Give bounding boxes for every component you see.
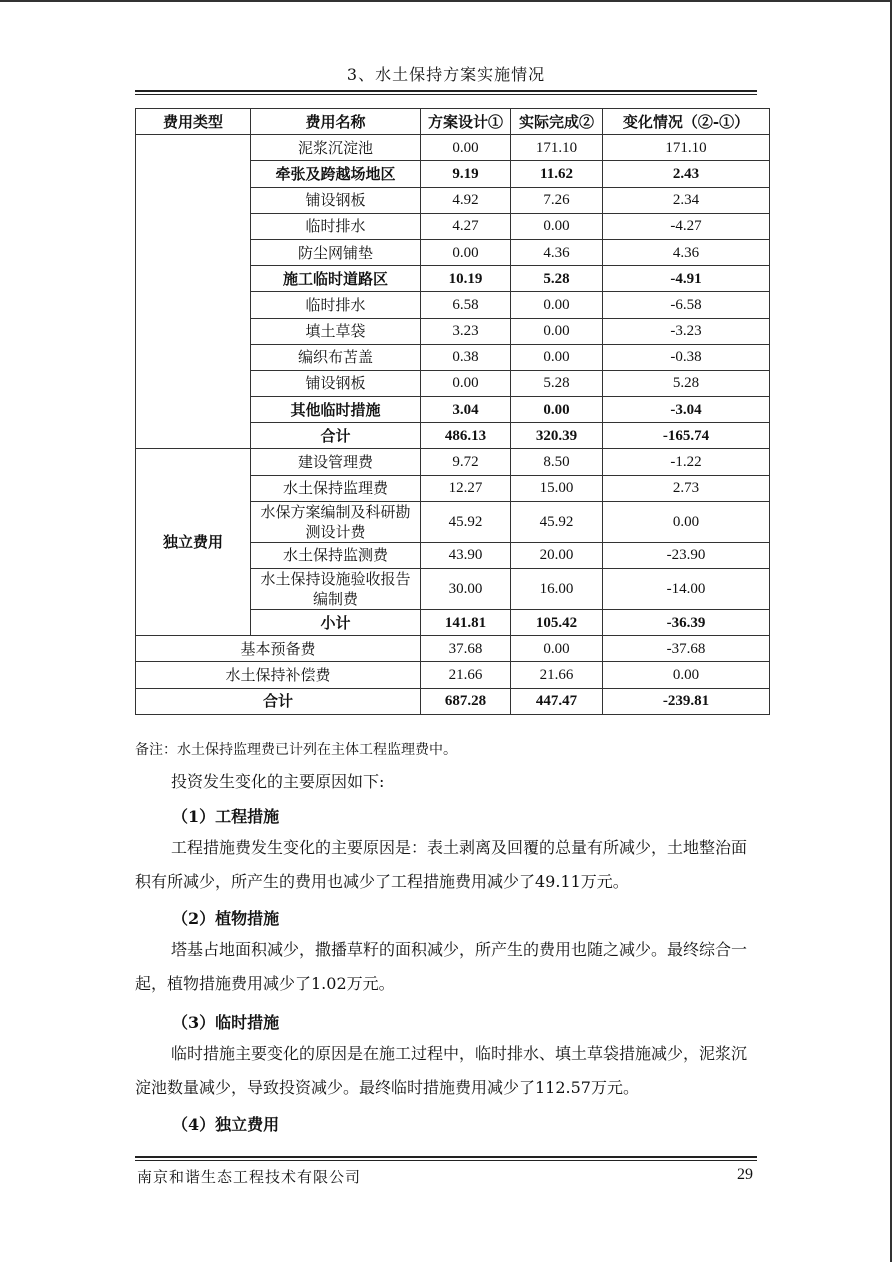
change-value-cell: -0.38 [603, 344, 770, 370]
change-value-cell: -239.81 [603, 688, 770, 714]
actual-value-cell: 0.00 [511, 213, 603, 239]
cost-name-cell: 铺设钢板 [251, 187, 421, 213]
actual-value-cell: 447.47 [511, 688, 603, 714]
section-text-engineering [135, 831, 759, 899]
section-heading-engineering: （1）工程措施 [172, 807, 280, 826]
change-value-cell: -4.27 [603, 213, 770, 239]
change-value-cell: 171.10 [603, 135, 770, 161]
change-value-cell: 2.73 [603, 475, 770, 501]
cost-name-cell: 水土保持设施验收报告编制费 [251, 569, 421, 610]
design-value-cell: 0.38 [421, 344, 511, 370]
section-text-temporary [135, 1037, 759, 1105]
intro-paragraph [135, 765, 759, 799]
section-heading-plant: （2）植物措施 [172, 909, 280, 928]
section-heading-independent: （4）独立费用 [172, 1115, 280, 1134]
footer-company: 南京和谐生态工程技术有限公司 [137, 1168, 362, 1186]
actual-value-cell: 5.28 [511, 370, 603, 396]
page-number: 29 [737, 1166, 753, 1183]
design-value-cell: 141.81 [421, 610, 511, 636]
cost-name-cell: 临时排水 [251, 292, 421, 318]
cost-comparison-table [135, 108, 770, 715]
cost-name-cell: 其他临时措施 [251, 397, 421, 423]
temporary-text: 临时措施主要变化的原因是在施工过程中，临时排水、填土草袋措施减少，泥浆沉淀池数量减少，导致投资减少。最终临时措施费用减少了112.57万元。 [135, 1044, 748, 1097]
actual-value-cell: 0.00 [511, 292, 603, 318]
table-row [136, 662, 770, 688]
intro-text: 投资发生变化的主要原因如下: [171, 772, 385, 791]
cost-name-cell: 合计 [251, 423, 421, 449]
design-value-cell: 37.68 [421, 636, 511, 662]
cost-name-cell: 水土保持监理费 [251, 475, 421, 501]
change-value-cell: -1.22 [603, 449, 770, 475]
design-value-cell: 43.90 [421, 542, 511, 568]
cost-name-cell: 基本预备费 [136, 636, 421, 662]
actual-value-cell: 21.66 [511, 662, 603, 688]
design-value-cell: 9.19 [421, 161, 511, 187]
cost-name-cell: 水土保持补偿费 [136, 662, 421, 688]
design-value-cell: 486.13 [421, 423, 511, 449]
actual-value-cell: 11.62 [511, 161, 603, 187]
design-value-cell: 30.00 [421, 569, 511, 610]
change-value-cell: 5.28 [603, 370, 770, 396]
change-value-cell: -14.00 [603, 569, 770, 610]
actual-value-cell: 15.00 [511, 475, 603, 501]
actual-value-cell: 8.50 [511, 449, 603, 475]
actual-value-cell: 0.00 [511, 344, 603, 370]
header-rule-thin [135, 94, 757, 95]
cost-name-cell: 水土保持监测费 [251, 542, 421, 568]
design-value-cell: 21.66 [421, 662, 511, 688]
actual-value-cell: 7.26 [511, 187, 603, 213]
change-value-cell: 2.34 [603, 187, 770, 213]
actual-value-cell: 0.00 [511, 318, 603, 344]
actual-value-cell: 320.39 [511, 423, 603, 449]
change-value-cell: -165.74 [603, 423, 770, 449]
design-value-cell: 687.28 [421, 688, 511, 714]
design-value-cell: 45.92 [421, 501, 511, 542]
table-row [136, 449, 770, 475]
design-value-cell: 0.00 [421, 239, 511, 265]
actual-value-cell: 16.00 [511, 569, 603, 610]
table-row [136, 688, 770, 714]
cost-name-cell: 防尘网铺垫 [251, 239, 421, 265]
design-value-cell: 10.19 [421, 266, 511, 292]
actual-value-cell: 171.10 [511, 135, 603, 161]
cost-name-cell: 合计 [136, 688, 421, 714]
change-value-cell: -3.04 [603, 397, 770, 423]
change-value-cell: -4.91 [603, 266, 770, 292]
change-value-cell: 2.43 [603, 161, 770, 187]
design-value-cell: 4.27 [421, 213, 511, 239]
engineering-text: 工程措施费发生变化的主要原因是：表土剥离及回覆的总量有所减少，土地整治面积有所减少，所产生的费用也减少了工程措施费用减少了49.11万元。 [135, 838, 748, 891]
design-value-cell: 9.72 [421, 449, 511, 475]
table-row [136, 135, 770, 161]
change-value-cell: -6.58 [603, 292, 770, 318]
table-note: 备注：水土保持监理费已计列在主体工程监理费中。 [135, 742, 457, 758]
cost-name-cell: 填土草袋 [251, 318, 421, 344]
col-header-design: 方案设计① [421, 109, 511, 135]
page-header-title: 3、水土保持方案实施情况 [346, 65, 546, 84]
change-value-cell: -23.90 [603, 542, 770, 568]
actual-value-cell: 4.36 [511, 239, 603, 265]
design-value-cell: 3.23 [421, 318, 511, 344]
actual-value-cell: 45.92 [511, 501, 603, 542]
table-header-row [136, 109, 770, 135]
cost-name-cell: 铺设钢板 [251, 370, 421, 396]
actual-value-cell: 105.42 [511, 610, 603, 636]
design-value-cell: 4.92 [421, 187, 511, 213]
col-header-actual: 实际完成② [511, 109, 603, 135]
col-header-type: 费用类型 [136, 109, 251, 135]
cost-name-cell: 水保方案编制及科研勘测设计费 [251, 501, 421, 542]
actual-value-cell: 5.28 [511, 266, 603, 292]
page-border-top [0, 0, 892, 2]
actual-value-cell: 20.00 [511, 542, 603, 568]
actual-value-cell: 0.00 [511, 636, 603, 662]
table-row [136, 636, 770, 662]
plant-text: 塔基占地面积减少，撒播草籽的面积减少，所产生的费用也随之减少。最终综合一起，植物措施费用减少了1.02万元。 [135, 940, 748, 993]
cost-name-cell: 牵张及跨越场地区 [251, 161, 421, 187]
cost-name-cell: 建设管理费 [251, 449, 421, 475]
change-value-cell: 0.00 [603, 501, 770, 542]
cost-name-cell: 临时排水 [251, 213, 421, 239]
footer-rule [135, 1156, 757, 1158]
cost-name-cell: 小计 [251, 610, 421, 636]
actual-value-cell: 0.00 [511, 397, 603, 423]
section-text-plant [135, 933, 759, 1001]
cost-name-cell: 施工临时道路区 [251, 266, 421, 292]
change-value-cell: -37.68 [603, 636, 770, 662]
change-value-cell: 4.36 [603, 239, 770, 265]
design-value-cell: 0.00 [421, 135, 511, 161]
col-header-name: 费用名称 [251, 109, 421, 135]
cost-type-cell-blank [136, 135, 251, 449]
footer-rule-thin [135, 1160, 757, 1161]
design-value-cell: 6.58 [421, 292, 511, 318]
col-header-change: 变化情况（②-①） [603, 109, 770, 135]
design-value-cell: 12.27 [421, 475, 511, 501]
cost-type-independent: 独立费用 [136, 449, 251, 636]
change-value-cell: 0.00 [603, 662, 770, 688]
section-heading-temporary: （3）临时措施 [172, 1013, 280, 1032]
cost-name-cell: 编织布苫盖 [251, 344, 421, 370]
header-rule [135, 90, 757, 92]
design-value-cell: 0.00 [421, 370, 511, 396]
design-value-cell: 3.04 [421, 397, 511, 423]
cost-name-cell: 泥浆沉淀池 [251, 135, 421, 161]
change-value-cell: -3.23 [603, 318, 770, 344]
change-value-cell: -36.39 [603, 610, 770, 636]
